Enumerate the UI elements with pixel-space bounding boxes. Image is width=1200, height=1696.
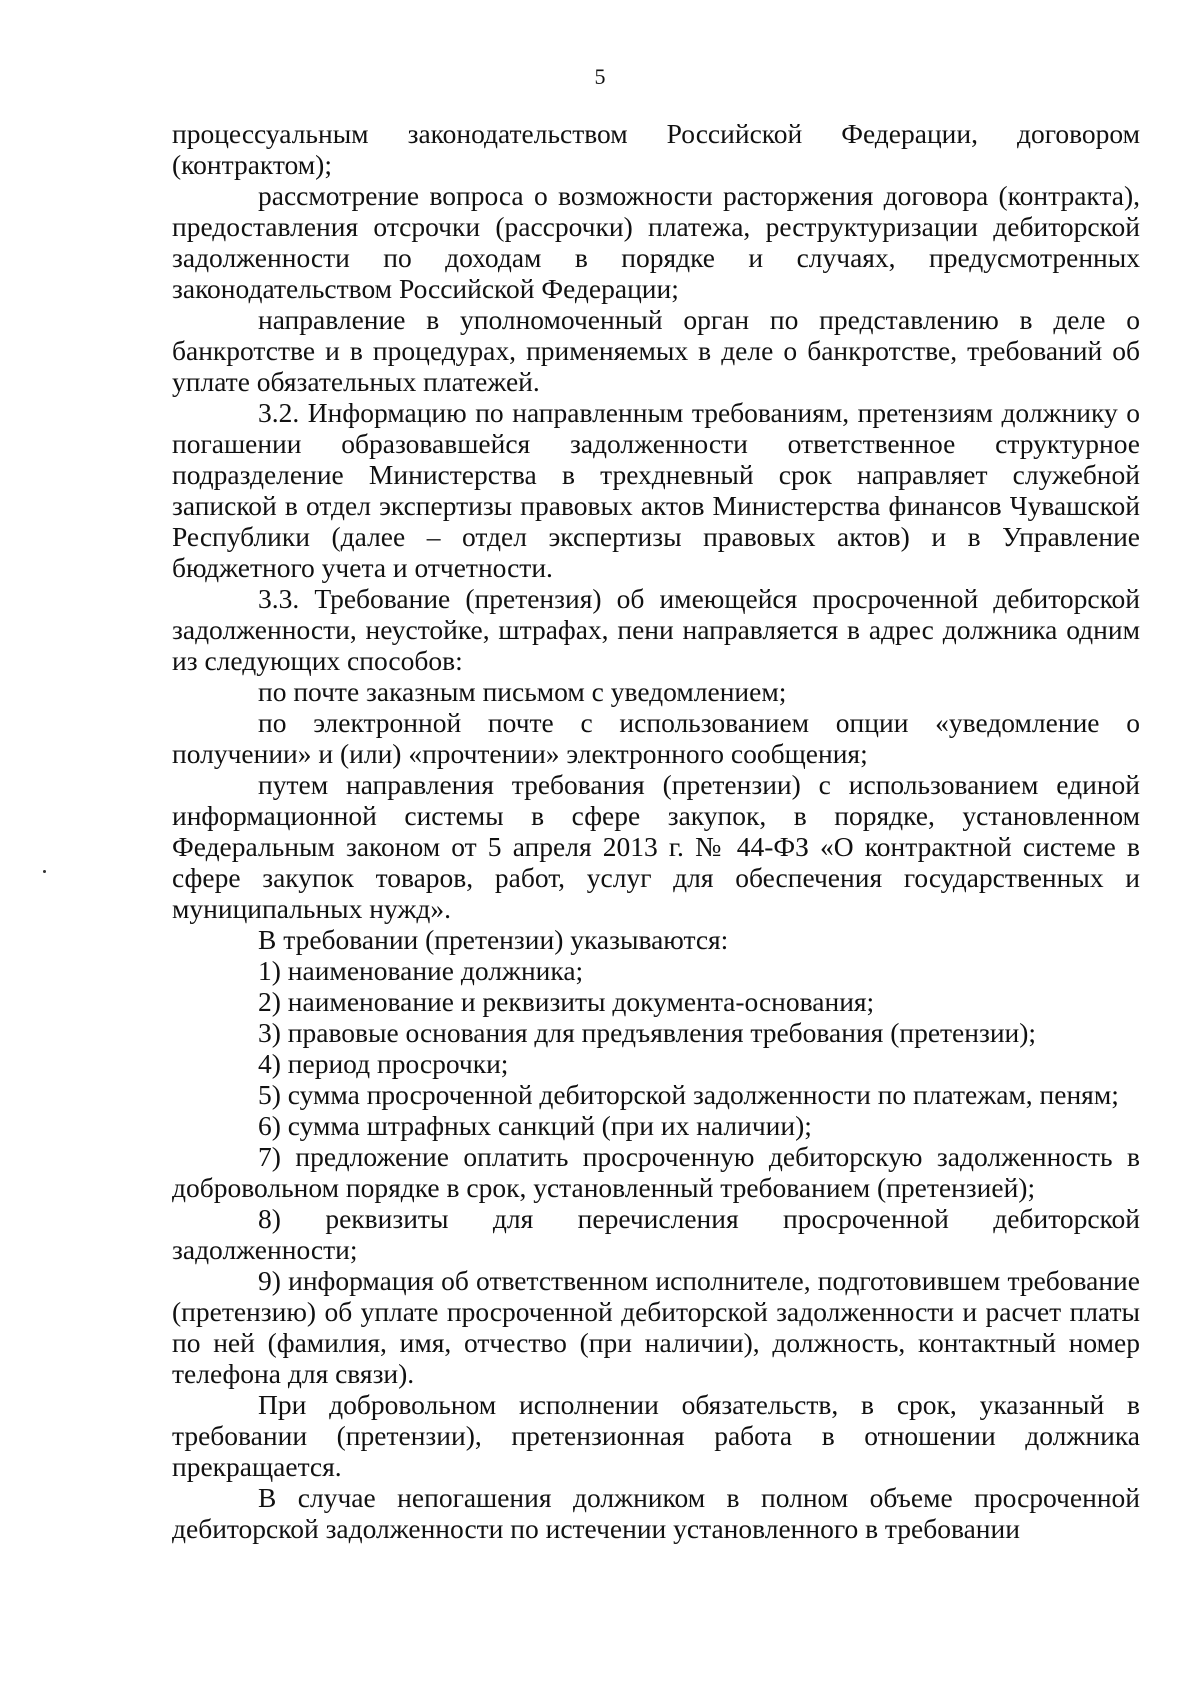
- paragraph-contract-termination: рассмотрение вопроса о возможности расторжения договора (контракта), предоставления отсрочки (рассрочки) платежа, реструктуризации дебиторской задолженности по доходам в порядке и случаях, предусмотренных законодательством Российской Федерации;: [172, 180, 1140, 304]
- list-item-6: 6) сумма штрафных санкций (при их наличии);: [258, 1110, 812, 1141]
- paragraph-method-mail: по почте заказным письмом с уведомлением;: [258, 676, 787, 707]
- list-item-8: 8) реквизиты для перечисления просроченной дебиторской задолженности;: [172, 1203, 1140, 1265]
- paragraph-bankruptcy-claims: направление в уполномоченный орган по представлению в деле о банкротстве и в процедурах, применяемых в деле о банкротстве, требований об уплате обязательных платежей.: [172, 304, 1140, 397]
- paragraph-continuation: процессуальным законодательством Российской Федерации, договором (контрактом);: [172, 118, 1140, 180]
- paragraph-requirement-contents: В требовании (претензии) указываются:: [258, 924, 729, 955]
- list-item-4: 4) период просрочки;: [258, 1048, 509, 1079]
- paragraph-3-2: 3.2. Информацию по направленным требованиям, претензиям должнику о погашении образовавшейся задолженности ответственное структурное подразделение Министерства в трехдневный срок направляет служебной запиской в отдел экспертизы правовых актов Министерства финансов Чувашской Республики (далее – отдел экспертизы правовых актов) и в Управление бюджетного учета и отчетности.: [172, 397, 1140, 583]
- paragraph-method-email: по электронной почте с использованием опции «уведомление о получении» и (или) «прочтении» электронного сообщения;: [172, 707, 1140, 769]
- list-item-5: 5) сумма просроченной дебиторской задолженности по платежам, пеням;: [258, 1079, 1119, 1110]
- list-item-2: 2) наименование и реквизиты документа-основания;: [258, 986, 875, 1017]
- list-item-1: 1) наименование должника;: [258, 955, 584, 986]
- document-body: [172, 118, 1140, 1544]
- scan-speck: [43, 870, 46, 873]
- paragraph-method-eis: путем направления требования (претензии) с использованием единой информационной системы в сфере закупок, в порядке, установленном Федеральным законом от 5 апреля 2013 г. № 44-ФЗ «О контрактной системе в сфере закупок товаров, работ, услуг для обеспечения государственных и муниципальных нужд».: [172, 769, 1140, 924]
- list-item-9: 9) информация об ответственном исполнителе, подготовившем требование (претензию) об уплате просроченной дебиторской задолженности и расчет платы по ней (фамилия, имя, отчество (при наличии), должность, контактный номер телефона для связи).: [172, 1265, 1140, 1389]
- paragraph-non-repayment: В случае непогашения должником в полном объеме просроченной дебиторской задолженности по истечении установленного в требовании: [172, 1482, 1140, 1544]
- list-item-7: 7) предложение оплатить просроченную дебиторскую задолженность в добровольном порядке в срок, установленный требованием (претензией);: [172, 1141, 1140, 1203]
- page-number: 5: [594, 64, 606, 89]
- paragraph-3-3: 3.3. Требование (претензия) об имеющейся просроченной дебиторской задолженности, неустойке, штрафах, пени направляется в адрес должника одним из следующих способов:: [172, 583, 1140, 676]
- list-item-3: 3) правовые основания для предъявления требования (претензии);: [258, 1017, 1037, 1048]
- paragraph-voluntary-fulfillment: При добровольном исполнении обязательств, в срок, указанный в требовании (претензии), претензионная работа в отношении должника прекращается.: [172, 1389, 1140, 1482]
